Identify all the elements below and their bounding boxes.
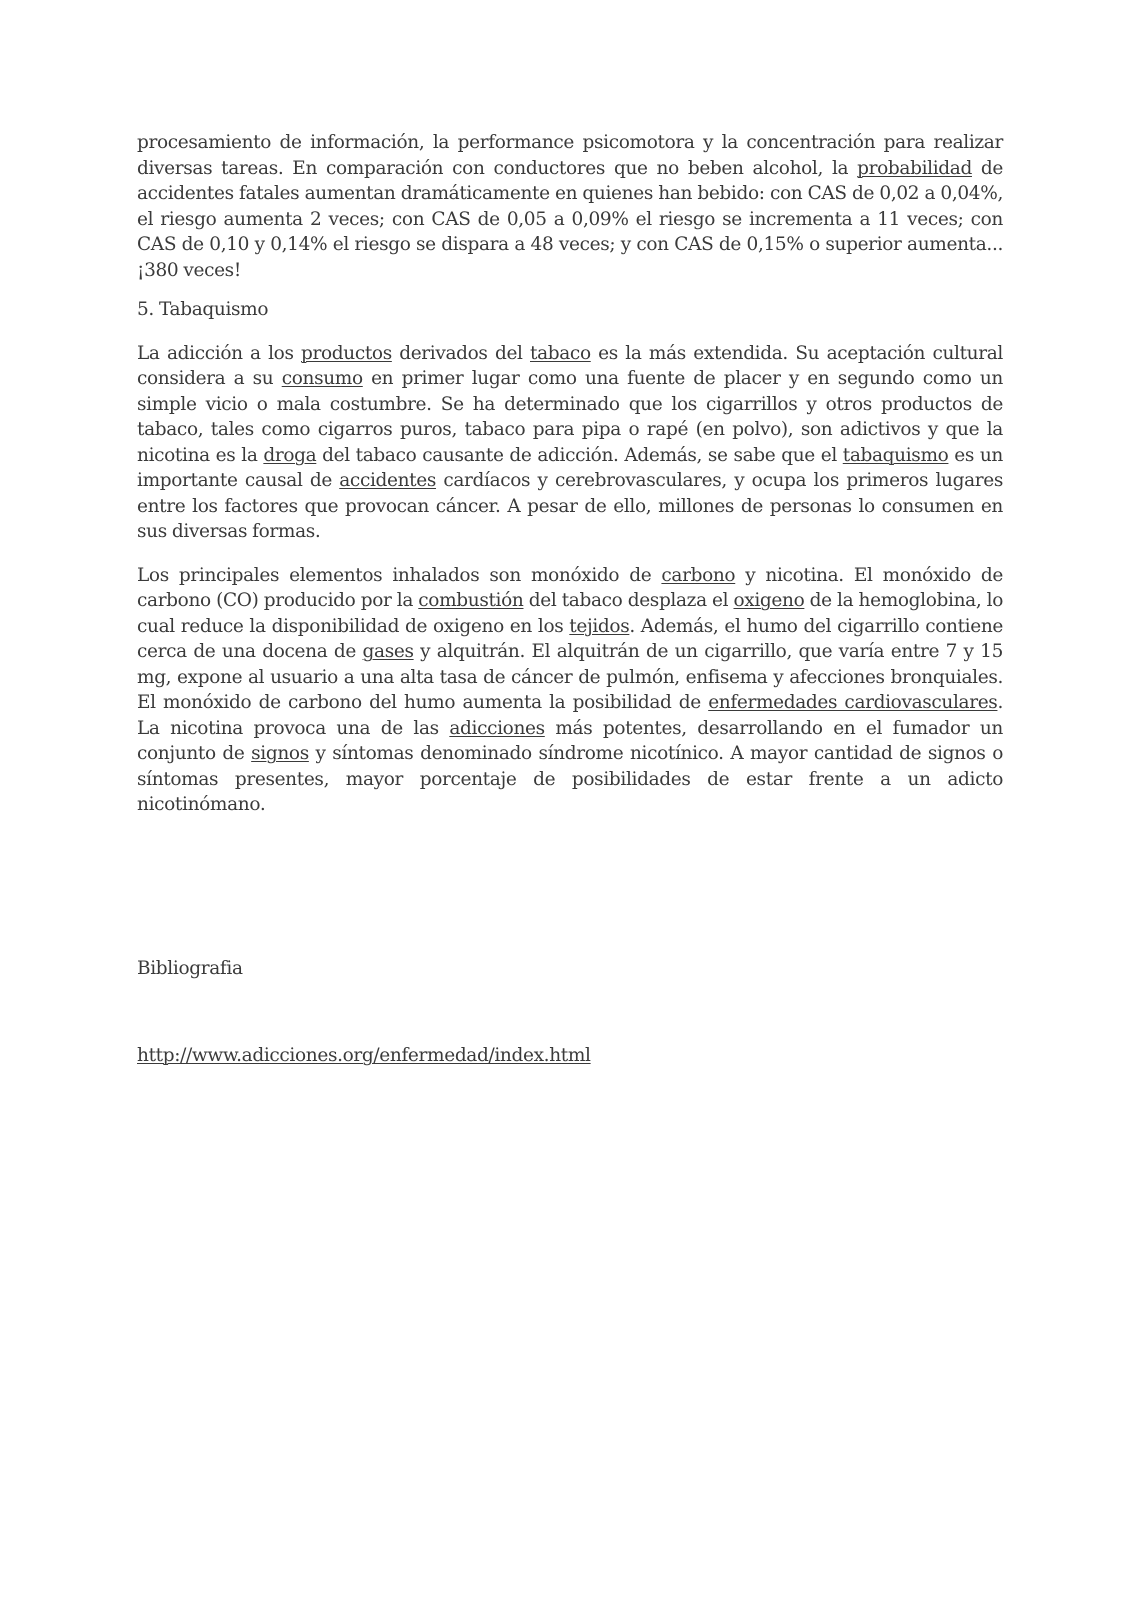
text-run: en primer lugar como una fuente de placer y en segundo como un simple vicio o mala costumbre. Se ha determinado que los cigarrillos y otros productos de tabaco, tales como cigarros puros, tabaco para pipa o rapé (en polvo), son adictivos y que la nicotina es la xyxy=(137,368,1003,466)
link-oxigeno[interactable]: oxigeno xyxy=(733,590,805,611)
text-run: del tabaco desplaza el xyxy=(523,590,734,611)
link-productos[interactable]: productos xyxy=(300,342,392,364)
spacer xyxy=(137,283,1003,297)
text-run: y síntomas denominado síndrome nicotínico. A mayor cantidad de signos o síntomas presentes, mayor porcentaje de posibilidades de estar frente a un adicto nicotinómano. xyxy=(137,743,1003,815)
text-run: Los principales elementos inhalados son monóxido de xyxy=(137,564,662,586)
text-run: procesamiento de información, la performance psicomotora y la concentración para realizar diversas tareas. En comparación con conductores que no beben alcohol, la xyxy=(137,132,1003,179)
text-run: más potentes, desarrollando en el fumador un conjunto de xyxy=(137,717,1003,764)
spacer xyxy=(137,818,1003,956)
link-probabilidad[interactable]: probabilidad xyxy=(857,157,972,179)
spacer xyxy=(137,981,1003,1043)
link-tejidos[interactable]: tejidos xyxy=(569,615,630,637)
text-run: La adicción a los xyxy=(137,342,301,364)
bibliography-heading: Bibliografia xyxy=(137,957,243,979)
link-signos[interactable]: signos xyxy=(251,743,309,764)
link-tabaquismo[interactable]: tabaquismo xyxy=(842,444,949,466)
paragraph-tabaquismo-intro xyxy=(137,341,1003,545)
text-run: de accidentes fatales aumentan dramáticamente en quienes han bebido: con CAS de 0,02 a 0,04%, el riesgo aumenta 2 veces; con CAS de 0,05 a 0,09% el riesgo se incrementa a 11 veces; con CAS de 0,10 y 0,14% el riesgo se dispara a 48 veces; y con CAS de 0,15% o superior aumenta... ¡380 veces! xyxy=(137,157,1003,281)
text-run: y nicotina. El monóxido de carbono (CO) producido por la xyxy=(137,564,1003,611)
link-accidentes[interactable]: accidentes xyxy=(339,470,437,491)
bibliography-entry xyxy=(137,1043,1003,1069)
link-combustion[interactable]: combustión xyxy=(418,590,524,611)
text-run: es la más extendida. Su aceptación cultural considera a su xyxy=(137,342,1003,389)
spacer xyxy=(137,545,1003,563)
text-run: . Además, el humo del cigarrillo contiene cerca de una docena de xyxy=(137,615,1003,662)
link-droga[interactable]: droga xyxy=(263,444,317,466)
document-body xyxy=(137,130,1003,1069)
bibliography-url-link[interactable]: http://www.adicciones.org/enfermedad/index.html xyxy=(137,1045,591,1066)
text-run: . La nicotina provoca una de las xyxy=(137,692,1003,739)
text-run: del tabaco causante de adicción. Además, se sabe que el xyxy=(316,444,843,466)
text-run: cardíacos y cerebrovasculares, y ocupa los primeros lugares entre los factores que provocan cáncer. A pesar de ello, millones de personas lo consumen en sus diversas formas. xyxy=(137,470,1003,542)
text-run: y alquitrán. El alquitrán de un cigarrillo, que varía entre 7 y 15 mg, expone al usuario a una alta tasa de cáncer de pulmón, enfisema y afecciones bronquiales. El monóxido de carbono del humo aumenta la posibilidad de xyxy=(137,641,1003,713)
section-heading-tabaquismo: 5. Tabaquismo xyxy=(137,299,269,320)
paragraph-elementos-inhalados xyxy=(137,563,1003,818)
link-adicciones[interactable]: adicciones xyxy=(449,717,545,739)
spacer xyxy=(137,323,1003,341)
link-consumo[interactable]: consumo xyxy=(281,368,363,389)
text-run: de la hemoglobina, lo cual reduce la disponibilidad de oxigeno en los xyxy=(137,590,1004,637)
link-carbono[interactable]: carbono xyxy=(661,564,736,586)
link-tabaco[interactable]: tabaco xyxy=(530,342,591,364)
paragraph-alcohol-risk xyxy=(137,130,1003,283)
text-run: derivados del xyxy=(391,342,530,364)
text-run: es un importante causal de xyxy=(137,444,1003,491)
link-gases[interactable]: gases xyxy=(362,641,414,662)
link-enfermedades-cardiovasculares[interactable]: enfermedades cardiovasculares xyxy=(708,692,998,713)
